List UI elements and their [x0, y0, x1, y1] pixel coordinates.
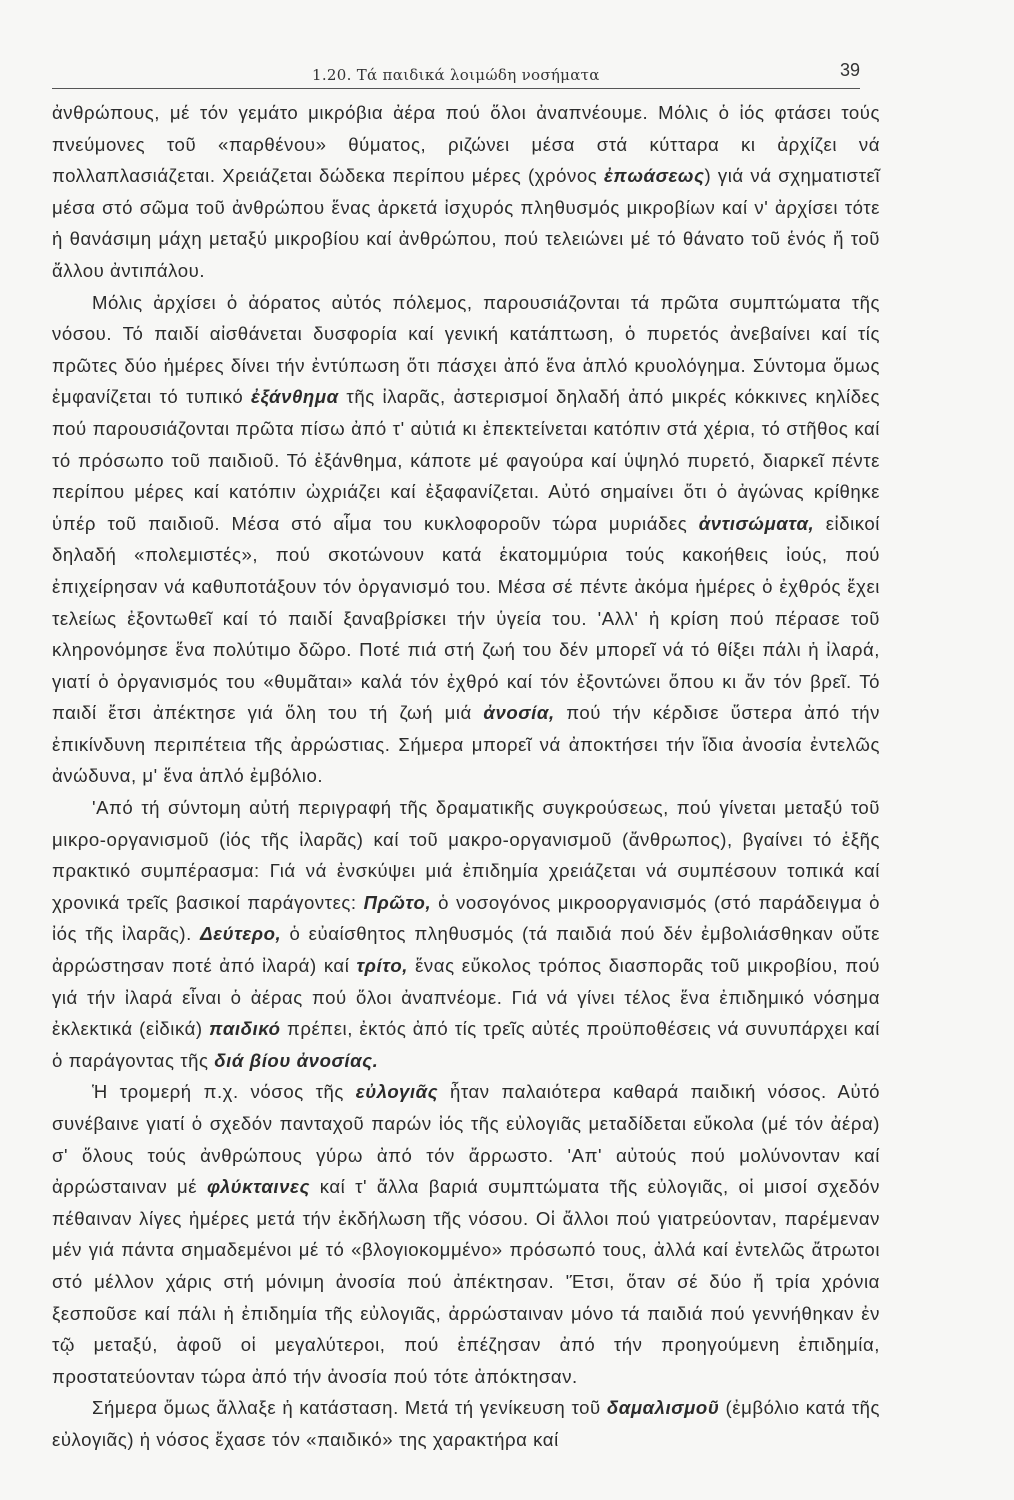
text-run: Ἡ τρομερή π.χ. νόσος τῆς — [92, 1081, 356, 1103]
emphasized-term: διά βίου ἀνοσίας. — [214, 1049, 379, 1071]
text-run: ἀνθρώπους, μέ τόν γεμάτο μικρόβια ἀέρα πού ὅλοι ἀναπνέουμε. Μόλις ὁ ἰός φτάσει τούς πνεύμονες τοῦ «παρθένου» θύματος, ριζώνει μέσα στά κύτταρα κι ἀρχίζει νά πολλαπλασιάζεται. Χρειάζεται δώδεκα περίπου μέρες (χρόνος — [52, 102, 880, 187]
paragraph — [52, 97, 880, 287]
text-run: πού τήν κέρδισε ὕστερα ἀπό τήν ἐπικίνδυνη περιπέτεια τῆς ἀρρώστιας. Σήμερα μπορεῖ νά ἀποκτήσει τήν ἴδια ἀνοσία ἐντελῶς ἀνώδυνα, μ' ἕνα ἁπλό ἐμβόλιο. — [52, 702, 880, 787]
body-text — [52, 97, 880, 1456]
paragraph — [52, 1392, 880, 1455]
emphasized-term: παιδικό — [209, 1018, 281, 1040]
page-number: 39 — [839, 60, 860, 80]
emphasized-term: ἀνοσία, — [483, 702, 555, 724]
paragraph — [52, 287, 880, 793]
running-header — [300, 60, 860, 90]
text-run: εἰδικοί δηλαδή «πολεμιστές», πού σκοτώνουν κατά ἑκατομμύρια τούς κακοήθεις ἰούς, πού ἐπιχείρησαν νά καθυποτάξουν τόν ὀργανισμό του. Μέσα σέ πέντε ἀκόμα ἡμέρες ὁ ἐχθρός ἔχει τελείως ἐξοντωθεῖ καί τό παιδί ξαναβρίσκει τήν ὑγεία του. 'Αλλ' ἡ κρίση πού πέρασε τοῦ κληρονόμησε ἕνα πολύτιμο δῶρο. Ποτέ πιά στή ζωή του δέν μπορεῖ νά τό θίξει πάλι ἡ ἰλαρά, γιατί ὁ ὀργανισμός του «θυμᾶται» καλά τόν ἐχθρό καί τόν ἐξοντώνει ὅπου κι ἄν τόν βρεῖ. Τό παιδί ἔτσι ἀπέκτησε γιά ὅλη του τή ζωή μιά — [52, 512, 880, 724]
emphasized-term: Πρῶτο, — [363, 891, 432, 913]
paragraph — [52, 1076, 880, 1392]
emphasized-term: ἀντισώματα, — [698, 512, 815, 534]
emphasized-term: φλύκταινες — [206, 1176, 310, 1198]
text-run: Σήμερα ὅμως ἄλλαξε ἡ κατάσταση. Μετά τή γενίκευση τοῦ — [92, 1397, 607, 1419]
emphasized-term: Δεύτερο, — [200, 923, 282, 945]
text-run: τῆς ἰλαρᾶς, ἀστερισμοί δηλαδή ἀπό μικρές κόκκινες κηλίδες πού παρουσιάζονται πρῶτα πίσω ἀπό τ' αὐτιά κι ἐπεκτείνεται κατόπιν στά χέρια, τό στῆθος καί τό πρόσωπο τοῦ παιδιοῦ. Τό ἐξάνθημα, κάποτε μέ φαγούρα καί ὑψηλό πυρετό, διαρκεῖ πέντε περίπου μέρες καί κατόπιν ὠχριάζει καί ἐξαφανίζεται. Αὐτό σημαίνει ὅτι ὁ ἀγώνας κρίθηκε ὑπέρ τοῦ παιδιοῦ. Μέσα στό αἷμα του κυκλοφοροῦν τώρα μυριάδες — [52, 386, 880, 534]
section-title: 1.20. Τά παιδικά λοιμώδη νοσήματα — [312, 66, 600, 84]
emphasized-term: ἐπωάσεως — [603, 165, 705, 187]
text-run: καί τ' ἄλλα βαριά συμπτώματα τῆς εὐλογιᾶς, οἱ μισοί σχεδόν πέθαιναν λίγες ἡμέρες μετά τήν ἐκδήλωση τῆς νόσου. Οἱ ἄλλοι πού γιατρεύονταν, παρέμεναν μέν γιά πάντα σημαδεμένοι μέ τό «βλογιοκομμένο» πρόσωπό τους, ἀλλά καί ἐντελῶς ἄτρωτοι στό μέλλον χάρις στή μόνιμη ἀνοσία πού ἀπέκτησαν. 'Έτσι, ὅταν σέ δύο ἤ τρία χρόνια ξεσποῦσε καί πάλι ἡ ἐπιδημία τῆς εὐλογιᾶς, ἀρρώσταιναν μόνο τά παιδιά πού γεννήθηκαν ἐν τῷ μεταξύ, ἀφοῦ οἱ μεγαλύτεροι, πού ἐπέζησαν ἀπό τήν προηγούμενη ἐπιδημία, προστατεύονταν τώρα ἀπό τήν ἀνοσία πού τότε ἀπόκτησαν. — [52, 1176, 880, 1387]
text-run: ἕνας εὔκολος τρόπος διασπορᾶς τοῦ μικροβίου, πού γιά τήν ἰλαρά εἶναι ὁ ἀέρας πού ὅλοι ἀναπνέομε. Γιά νά γίνει τέλος ἕνα ἐπιδημικό νόσημα ἐκλεκτικά (εἰδικά) — [52, 955, 880, 1040]
emphasized-term: δαμαλισμοῦ — [606, 1397, 720, 1419]
text-run: ἦταν παλαιότερα καθαρά παιδική νόσος. Αὐτό συνέβαινε γιατί ὁ σχεδόν πανταχοῦ παρών ἰός τῆς εὐλογιᾶς μεταδίδεται εὔκολα (μέ τόν ἀέρα) σ' ὅλους τούς ἀνθρώπους γύρω ἀπό τόν ἄρρωστο. 'Απ' αὐτούς πού μολύνονταν καί ἀρρώσταιναν μέ — [52, 1081, 880, 1198]
text-run: 'Από τή σύντομη αὐτή περιγραφή τῆς δραματικῆς συγκρούσεως, πού γίνεται μεταξύ τοῦ μικρο-οργανισμοῦ (ἰός τῆς ἰλαρᾶς) καί τοῦ μακρο-οργανισμοῦ (ἄνθρωπος), βγαίνει τό ἑξῆς πρακτικό συμπέρασμα: Γιά νά ἐνσκύψει μιά ἐπιδημία χρειάζεται νά συμπέσουν τοπικά καί χρονικά τρεῖς βασικοί παράγοντες: — [52, 797, 880, 913]
header-rule — [52, 88, 860, 89]
text-run: ὁ εὐαίσθητος πληθυσμός (τά παιδιά πού δέν ἐμβολιάσθηκαν οὔτε ἀρρώστησαν ποτέ ἀπό ἰλαρά) καί — [52, 923, 880, 977]
text-run: ὁ νοσογόνος μικροοργανισμός (στό παράδειγμα ὁ ἰός τῆς ἰλαρᾶς). — [52, 891, 880, 945]
text-run: (ἐμβόλιο κατά τῆς εὐλογιᾶς) ἡ νόσος ἔχασε τόν «παιδικό» της χαρακτήρα καί — [52, 1397, 880, 1450]
emphasized-term: εὐλογιᾶς — [355, 1081, 439, 1103]
emphasized-term: ἐξάνθημα — [251, 386, 339, 408]
emphasized-term: τρίτο, — [356, 955, 408, 977]
text-run: Μόλις ἀρχίσει ὁ ἀόρατος αὐτός πόλεμος, παρουσιάζονται τά πρῶτα συμπτώματα τῆς νόσου. Τό παιδί αἰσθάνεται δυσφορία καί γενική κατάπτωση, ὁ πυρετός ἀνεβαίνει καί τίς πρῶτες δύο ἡμέρες δίνει τήν ἐντύπωση ὅτι πάσχει ἀπό ἕνα ἁπλό κρυολόγημα. Σύντομα ὅμως ἐμφανίζεται τό τυπικό — [52, 291, 880, 408]
text-run: ) γιά νά σχηματιστεῖ μέσα στό σῶμα τοῦ ἀνθρώπου ἕνας ἀρκετά ἰσχυρός πληθυσμός μικροβίων καί ν' ἀρχίσει τότε ἡ θανάσιμη μάχη μεταξύ μικροβίου καί ἀνθρώπου, πού τελειώνει μέ τό θάνατο τοῦ ἑνός ἤ τοῦ ἄλλου ἀντιπάλου. — [52, 165, 880, 281]
text-run: πρέπει, ἐκτός ἀπό τίς τρεῖς αὐτές προϋποθέσεις νά συνυπάρχει καί ὁ παράγοντας τῆς — [52, 1018, 880, 1071]
paragraph — [52, 792, 880, 1076]
